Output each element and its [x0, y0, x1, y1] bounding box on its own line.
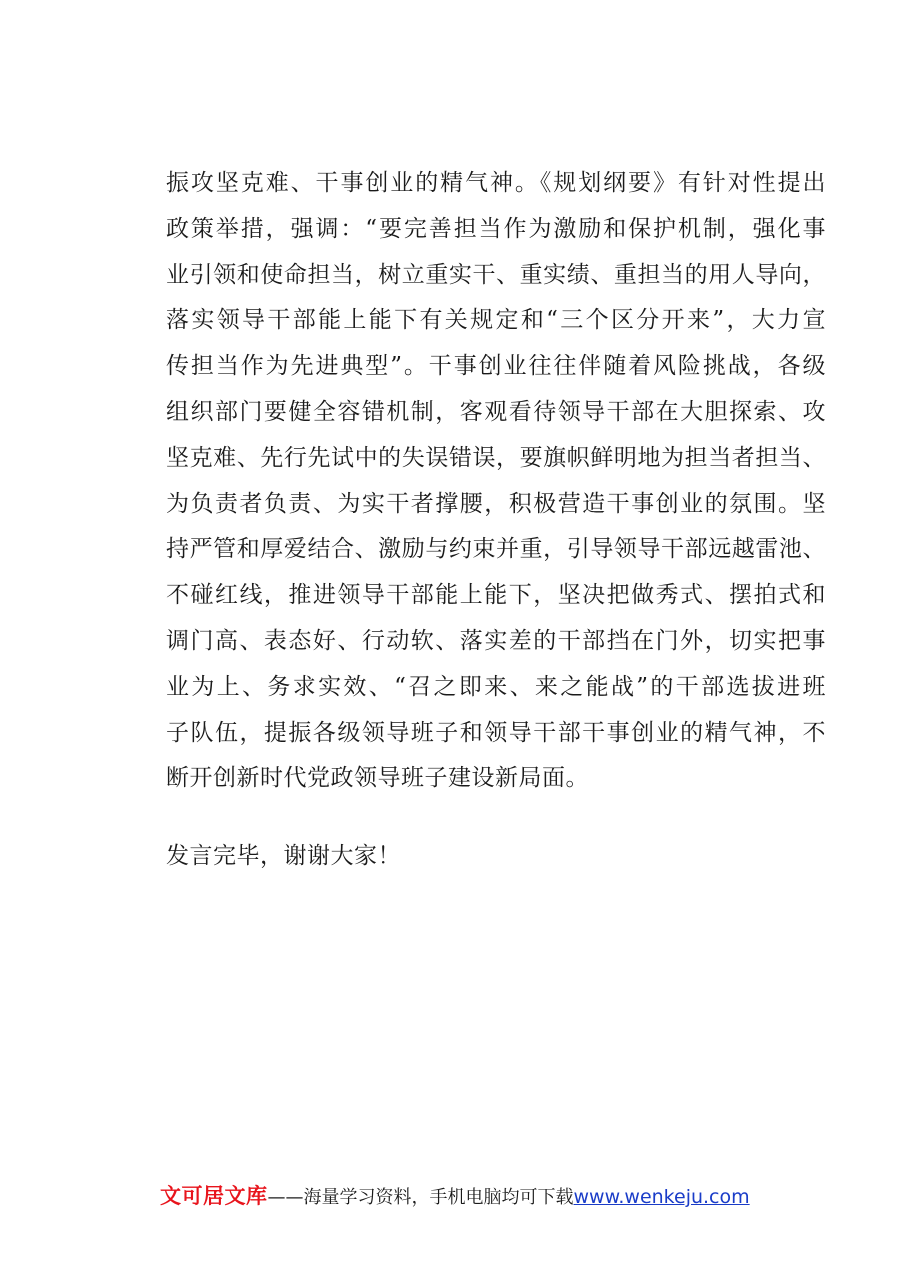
body-text — [166, 161, 826, 802]
text-line: 业引领和使命担当，树立重实干、重实绩、重担当的用人导向， — [166, 261, 826, 288]
text-line: 不碰红线，推进领导干部能上能下，坚决把做秀式、摆拍式和 — [166, 582, 826, 609]
text-line: 坚克难、先行先试中的失误错误，要旗帜鲜明地为担当者担当、 — [166, 444, 826, 471]
closing-remark: 发言完毕，谢谢大家！ — [166, 843, 401, 869]
text-line: 断开创新时代党政领导班子建设新局面。 — [166, 765, 589, 792]
text-line: 传担当作为先进典型”。干事创业往往伴随着风险挑战，各级 — [166, 353, 826, 380]
footer-website-link[interactable]: www.wenkeju.com — [573, 1186, 750, 1208]
text-line: 振攻坚克难、干事创业的精气神。《规划纲要》有针对性提出 — [166, 170, 826, 196]
text-line: 为负责者负责、为实干者撑腰，积极营造干事创业的氛围。坚 — [166, 490, 826, 517]
footer-banner — [160, 1181, 750, 1213]
footer-brand: 文可居文库 — [160, 1184, 268, 1208]
text-line: 子队伍，提振各级领导班子和领导干部干事创业的精气神，不 — [166, 719, 826, 746]
text-line: 落实领导干部能上能下有关规定和“三个区分开来”，大力宣 — [166, 307, 826, 334]
text-line: 政策举措，强调：“要完善担当作为激励和保护机制，强化事 — [166, 215, 826, 242]
text-line: 组织部门要健全容错机制，客观看待领导干部在大胆探索、攻 — [166, 398, 826, 425]
text-line: 业为上、务求实效、“召之即来、来之能战”的干部选拔进班 — [166, 673, 826, 700]
text-line: 持严管和厚爱结合、激励与约束并重，引导领导干部远越雷池、 — [166, 536, 826, 563]
text-line: 调门高、表态好、行动软、落实差的干部挡在门外，切实把事 — [166, 627, 826, 654]
footer-tagline: ——海量学习资料，手机电脑均可下载 — [267, 1187, 574, 1208]
